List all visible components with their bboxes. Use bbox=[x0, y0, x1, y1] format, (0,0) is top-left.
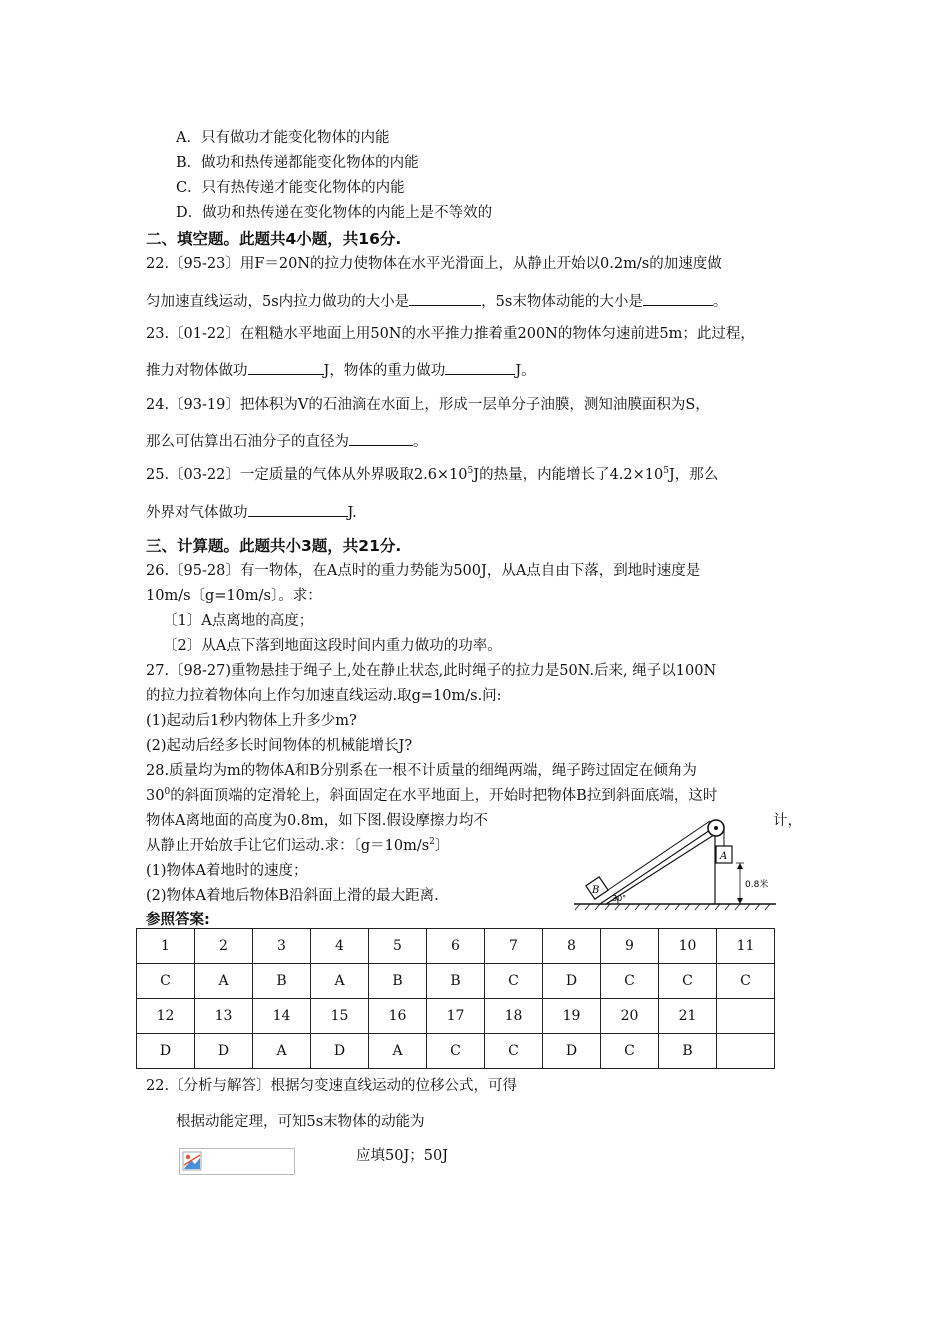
block-b-label: B bbox=[592, 885, 600, 896]
q23-line2 bbox=[146, 359, 536, 380]
answer-table bbox=[136, 928, 775, 1069]
answer-cell: 19 bbox=[543, 999, 601, 1034]
q23-blank-2[interactable] bbox=[445, 360, 515, 375]
block-a-label: A bbox=[720, 851, 728, 862]
q27-line1: 27.〔98-27)重物悬挂于绳子上,处在静止状态,此时绳子的拉力是50N.后来, 绳子以100N bbox=[146, 663, 717, 679]
answer-table-row bbox=[137, 1034, 775, 1069]
answer-cell: D bbox=[137, 1034, 195, 1069]
q26-sub1: 〔1〕A点离地的高度； bbox=[163, 613, 314, 629]
answers-title: 参照答案: bbox=[146, 912, 210, 928]
answer-cell: C bbox=[717, 964, 775, 999]
q24-text-a: 那么可估算出石油分子的直径为 bbox=[146, 434, 349, 450]
option-b: B．做功和热传递都能变化物体的内能 bbox=[176, 155, 419, 171]
answer-cell: 5 bbox=[369, 929, 427, 964]
answer-cell: C bbox=[427, 1034, 485, 1069]
q25-text-d: 外界对气体做功 bbox=[146, 505, 248, 521]
answer-cell: C bbox=[601, 1034, 659, 1069]
incline-pulley-figure bbox=[570, 810, 780, 916]
q27-line2: 的拉力拉着物体向上作匀加速直线运动.取g=10m/s.问: bbox=[146, 688, 502, 704]
q23-text-c: J。 bbox=[515, 363, 536, 379]
answer-cell: C bbox=[137, 964, 195, 999]
answer-cell: 1 bbox=[137, 929, 195, 964]
answer-cell: 8 bbox=[543, 929, 601, 964]
answer-cell: 6 bbox=[427, 929, 485, 964]
rope-incline bbox=[608, 821, 710, 890]
q22-text-b: ，5s末物体动能的大小是 bbox=[481, 294, 643, 310]
q24-line2 bbox=[146, 430, 428, 451]
answer-cell: 11 bbox=[717, 929, 775, 964]
incline-surface bbox=[600, 828, 717, 904]
answer-cell: 16 bbox=[369, 999, 427, 1034]
q26-line2: 10m/s〔g=10m/s〕。求： bbox=[146, 588, 322, 604]
q28-line3: 物体A离地面的高度为0.8m，如下图.假设摩擦力均不 bbox=[146, 813, 488, 829]
q28-line1: 28.质量均为m的物体A和B分别系在一根不计质量的细绳两端，绳子跨过固定在倾角为 bbox=[146, 763, 697, 779]
q25-exponent-1: 5 bbox=[467, 466, 474, 477]
q23-text-b: J，物体的重力做功 bbox=[323, 363, 446, 379]
q24-line1: 24.〔93-19〕把体积为V的石油滴在水面上，形成一层单分子油膜，测知油膜面积为S， bbox=[146, 397, 710, 413]
answer-cell: 18 bbox=[485, 999, 543, 1034]
solution22-line3: 应填50J；50J bbox=[356, 1148, 449, 1164]
answer-cell: B bbox=[427, 964, 485, 999]
q26-line1: 26.〔95-28〕有一物体，在A点时的重力势能为500J，从A点自由下落，到地时速度是 bbox=[146, 563, 701, 579]
answer-table-row bbox=[137, 929, 775, 964]
q22-blank-2[interactable] bbox=[643, 291, 713, 306]
q28-angle-value: 30 bbox=[146, 788, 165, 804]
q25-blank[interactable] bbox=[248, 502, 348, 517]
q28-line3-end: 计， bbox=[773, 813, 802, 829]
answer-cell: 10 bbox=[659, 929, 717, 964]
q25-line1 bbox=[146, 463, 718, 484]
q27-sub2: (2)起动后经多长时间物体的机械能增长J? bbox=[146, 738, 413, 754]
q25-text-a: 25.〔03-22〕一定质量的气体从外界吸取2.6×10 bbox=[146, 467, 468, 483]
answer-cell: 17 bbox=[427, 999, 485, 1034]
answer-cell: B bbox=[659, 1034, 717, 1069]
answer-table-row bbox=[137, 964, 775, 999]
q25-line2 bbox=[146, 501, 357, 522]
answer-cell: C bbox=[659, 964, 717, 999]
answer-table-row bbox=[137, 999, 775, 1034]
answer-cell: A bbox=[195, 964, 253, 999]
q22-text-c: 。 bbox=[712, 294, 728, 310]
q28-g-exponent: 2 bbox=[429, 837, 435, 848]
q28-line4 bbox=[146, 834, 449, 855]
q22-blank-1[interactable] bbox=[409, 291, 481, 306]
q22-line1: 22.〔95-23〕用F＝20N的拉力使物体在水平光滑面上，从静止开始以0.2m/s的加速度做 bbox=[146, 256, 722, 272]
answer-cell: A bbox=[369, 1034, 427, 1069]
answer-cell: A bbox=[311, 964, 369, 999]
section2-title: 二、填空题。此题共4小题，共16分. bbox=[146, 230, 402, 248]
q28-sub2: (2)物体A着地后物体B沿斜面上滑的最大距离. bbox=[146, 888, 439, 904]
q28-line4-text: 从静止开始放手让它们运动.求：〔g＝10m/s bbox=[146, 838, 430, 854]
answer-cell bbox=[717, 999, 775, 1034]
answer-cell: 3 bbox=[253, 929, 311, 964]
answer-cell: 21 bbox=[659, 999, 717, 1034]
solution22-line2: 根据动能定理，可知5s末物体的动能为 bbox=[176, 1114, 425, 1130]
q28-line2 bbox=[146, 784, 717, 805]
answer-cell: C bbox=[485, 964, 543, 999]
height-label: 0.8米 bbox=[745, 880, 769, 890]
q28-degree-sup: 0 bbox=[164, 787, 171, 798]
answer-cell: A bbox=[253, 1034, 311, 1069]
pulley-axle bbox=[714, 826, 718, 830]
q28-sub1: (1)物体A着地时的速度； bbox=[146, 863, 308, 879]
q22-line2 bbox=[146, 290, 727, 311]
q26-sub2: 〔2〕从A点下落到地面这段时间内重力做功的功率。 bbox=[163, 638, 502, 654]
q24-text-b: 。 bbox=[413, 434, 428, 450]
answer-cell: C bbox=[485, 1034, 543, 1069]
answer-cell: D bbox=[195, 1034, 253, 1069]
q23-blank-1[interactable] bbox=[248, 360, 324, 375]
q23-line1: 23.〔01-22〕在粗糙水平地面上用50N的水平推力推着重200N的物体匀速前进5m；此过程， bbox=[146, 326, 755, 342]
answer-cell: D bbox=[543, 1034, 601, 1069]
answer-cell: 2 bbox=[195, 929, 253, 964]
q27-sub1: (1)起动后1秒内物体上升多少m? bbox=[146, 713, 357, 729]
answer-cell bbox=[717, 1034, 775, 1069]
option-c: C．只有热传递才能变化物体的内能 bbox=[176, 180, 405, 196]
section3-title: 三、计算题。此题共小3题，共21分. bbox=[146, 537, 402, 555]
q25-text-e: J. bbox=[347, 505, 357, 521]
q25-text-b: J的热量，内能增长了4.2×10 bbox=[473, 467, 664, 483]
solution22-line1: 22.〔分析与解答〕根据匀变速直线运动的位移公式，可得 bbox=[146, 1078, 518, 1094]
q25-text-c: J，那么 bbox=[668, 467, 719, 483]
answer-cell: 20 bbox=[601, 999, 659, 1034]
ground-hatching bbox=[575, 904, 770, 910]
q24-blank[interactable] bbox=[349, 431, 413, 446]
answer-cell: 4 bbox=[311, 929, 369, 964]
q22-text-a: 匀加速直线运动，5s内拉力做功的大小是 bbox=[146, 294, 410, 310]
answer-cell: C bbox=[601, 964, 659, 999]
answer-cell: B bbox=[369, 964, 427, 999]
option-a: A．只有做功才能变化物体的内能 bbox=[176, 130, 390, 146]
answer-cell: 14 bbox=[253, 999, 311, 1034]
option-d: D．做功和热传递在变化物体的内能上是不等效的 bbox=[176, 205, 493, 221]
answer-cell: 12 bbox=[137, 999, 195, 1034]
broken-image-icon bbox=[182, 1151, 202, 1171]
answer-cell: 9 bbox=[601, 929, 659, 964]
q28-line4-close: 〕 bbox=[434, 838, 450, 854]
answer-cell: 13 bbox=[195, 999, 253, 1034]
answer-cell: D bbox=[543, 964, 601, 999]
arrow-up bbox=[737, 863, 743, 869]
q28-line2-text: 的斜面顶端的定滑轮上，斜面固定在水平地面上，开始时把物体B拉到斜面底端，这时 bbox=[170, 788, 718, 804]
answer-cell: 7 bbox=[485, 929, 543, 964]
q23-text-a: 推力对物体做功 bbox=[146, 363, 248, 379]
answer-cell: 15 bbox=[311, 999, 369, 1034]
arrow-down bbox=[737, 898, 743, 904]
answer-cell: D bbox=[311, 1034, 369, 1069]
angle-label: 30° bbox=[612, 894, 627, 903]
broken-image bbox=[179, 1148, 295, 1175]
answer-cell: B bbox=[253, 964, 311, 999]
q25-exponent-2: 5 bbox=[663, 466, 669, 477]
